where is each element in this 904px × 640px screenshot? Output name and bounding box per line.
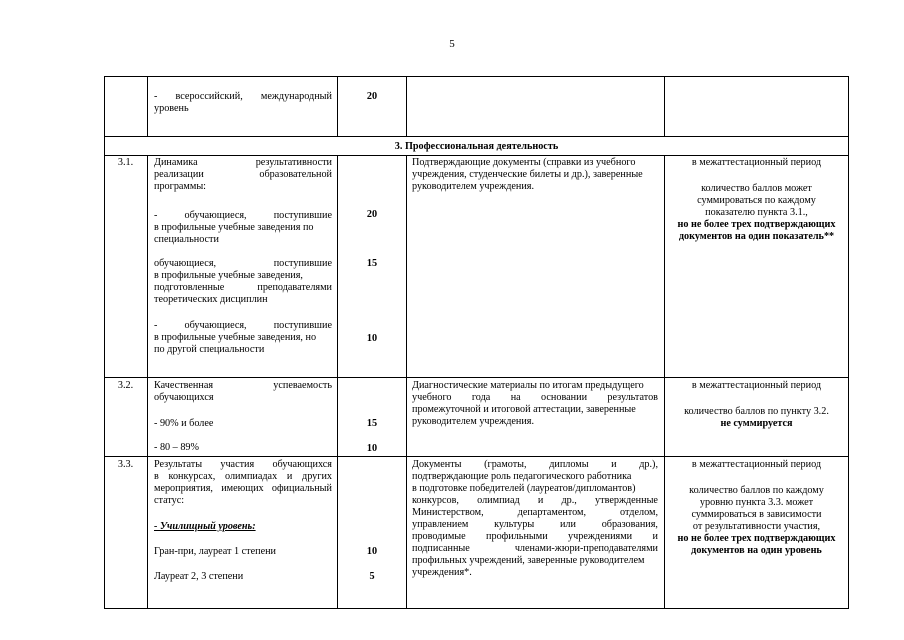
text: Результаты	[154, 459, 203, 470]
text: всероссийский,	[175, 91, 243, 102]
docs-text: подтверждающие роль педагогического работника	[412, 471, 632, 482]
note-text: количество баллов по пункту 3.2.	[684, 406, 829, 417]
cell-text: Гран-при, лауреат 1 степени	[154, 546, 276, 557]
cell-text	[154, 91, 332, 103]
text: обучающихся	[272, 459, 332, 470]
cell-text	[154, 282, 332, 294]
cell-text: уровень	[154, 103, 189, 114]
text: обучающиеся,	[184, 210, 247, 221]
text: мероприятия,	[154, 483, 213, 494]
text: конкурсах,	[168, 471, 216, 482]
cell-text	[154, 380, 332, 392]
row-number: 3.3.	[117, 459, 134, 470]
text: или	[559, 519, 576, 530]
text: Министерством,	[412, 507, 484, 518]
text: культуры	[494, 519, 535, 530]
text: образовательной	[259, 169, 332, 180]
note-text: в межаттестационный период	[691, 157, 822, 168]
row-number: 3.2.	[117, 380, 134, 391]
text: преподавателями	[257, 282, 332, 293]
docs-text: Диагностические материалы по итогам предыдущего	[412, 380, 644, 391]
cell-text	[154, 459, 332, 471]
text: в	[154, 471, 159, 482]
note-text: в межаттестационный период	[691, 380, 822, 391]
text: конкурсов,	[412, 495, 459, 506]
text: олимпиад	[477, 495, 520, 506]
note-bold: но не более трех подтверждающих	[677, 219, 836, 230]
page-number: 5	[449, 38, 455, 50]
points: 15	[366, 258, 378, 269]
docs-text	[412, 519, 658, 531]
cell-text: в профильные учебные заведения, но	[154, 332, 317, 343]
note-text: в межаттестационный период	[691, 459, 822, 470]
cell-text: программы:	[154, 181, 207, 192]
docs-text: учреждения, студенческие билеты и др.), заверенные	[412, 169, 643, 180]
text: подписанные	[412, 543, 470, 554]
text: международный	[260, 91, 332, 102]
cell-text	[154, 210, 332, 222]
points: 10	[366, 546, 378, 557]
docs-text	[412, 495, 658, 507]
note-bold: не суммируется	[720, 418, 793, 429]
note-text: суммироваться в зависимости	[691, 509, 822, 520]
docs-text: руководителем учреждения.	[412, 181, 535, 192]
note-text: показателю пункта 3.1.,	[705, 207, 808, 218]
text: официальный	[271, 483, 332, 494]
text: Качественная	[154, 380, 214, 391]
text: года	[471, 392, 491, 403]
cell-text	[154, 320, 332, 332]
text: дипломы	[549, 459, 589, 470]
cell-text	[154, 483, 332, 495]
points: 20	[366, 91, 378, 102]
cell-text: теоретических дисциплин	[154, 294, 268, 305]
text: проводимые	[412, 531, 466, 542]
text: олимпиадах	[225, 471, 278, 482]
points: 20	[366, 209, 378, 220]
points: 15	[366, 418, 378, 429]
note-text: суммироваться по каждому	[697, 195, 816, 206]
note-bold: но не более трех подтверждающих	[677, 533, 836, 544]
text: на	[510, 392, 521, 403]
note-bold: документов на один показатель**	[678, 231, 835, 242]
text: -	[154, 210, 158, 221]
docs-text	[412, 531, 658, 543]
docs-text	[412, 543, 658, 555]
text: отделом,	[620, 507, 658, 518]
text: департаментом,	[517, 507, 587, 518]
text: профильными	[486, 531, 548, 542]
text: др.),	[639, 459, 658, 470]
docs-text: промежуточной и итоговой аттестации, заверенные	[412, 404, 636, 415]
text: основании	[541, 392, 588, 403]
docs-text: руководителем учреждения.	[412, 416, 535, 427]
text: успеваемость	[273, 380, 332, 391]
cell-text	[154, 471, 332, 483]
docs-text: в подготовке победителей (лауреатов/дипломантов)	[412, 483, 636, 494]
cell-text: статус:	[154, 495, 185, 506]
text: обучающиеся,	[154, 258, 217, 269]
text: Динамика	[154, 157, 198, 168]
text: других	[302, 471, 332, 482]
section-title: 3. Профессиональная деятельность	[394, 141, 559, 152]
text: подготовленные	[154, 282, 225, 293]
text: поступившие	[273, 210, 332, 221]
text: результативности	[255, 157, 332, 168]
text: и	[286, 471, 293, 482]
cell-text	[154, 169, 332, 181]
note-text: от результативности участия,	[692, 521, 821, 532]
text: и	[611, 459, 617, 470]
cell-text: по другой специальности	[154, 344, 265, 355]
docs-text: профильных учреждений, заверенные руководителем	[412, 555, 645, 566]
note-text: количество баллов может	[701, 183, 812, 194]
cell-text	[154, 258, 332, 270]
text: образования,	[601, 519, 658, 530]
text: -	[154, 320, 158, 331]
text: утвержденные	[595, 495, 658, 506]
level-heading: - Училищный уровень:	[154, 521, 256, 532]
row-number: 3.1.	[117, 157, 134, 168]
cell-text: в профильные учебные заведения,	[154, 270, 303, 281]
text: др.,	[561, 495, 577, 506]
text: и	[537, 495, 544, 506]
text: и	[652, 531, 658, 542]
cell-text	[154, 157, 332, 169]
text: поступившие	[273, 258, 332, 269]
text: имеющих	[221, 483, 264, 494]
cell-text: в профильные учебные заведения по	[154, 222, 314, 233]
note-text: количество баллов по каждому	[689, 485, 824, 496]
text: управлением	[412, 519, 469, 530]
text: результатов	[607, 392, 658, 403]
points: 5	[369, 571, 375, 582]
text: учреждениями	[568, 531, 633, 542]
docs-text	[412, 392, 658, 404]
cell-text: обучающихся	[154, 392, 214, 403]
text: обучающиеся,	[184, 320, 247, 331]
text: учебного	[412, 392, 452, 403]
text: (грамоты,	[484, 459, 527, 470]
text: поступившие	[273, 320, 332, 331]
docs-text	[412, 459, 658, 471]
docs-text	[412, 507, 658, 519]
text: участия	[220, 459, 255, 470]
text: -	[154, 91, 158, 102]
text: Документы	[412, 459, 462, 470]
cell-text: - 90% и более	[154, 418, 214, 429]
docs-text: Подтверждающие документы (справки из учебного	[412, 157, 636, 168]
cell-text: Лауреат 2, 3 степени	[154, 571, 244, 582]
text: членами-жюри-преподавателями	[514, 543, 658, 554]
note-bold: документов на один уровень	[691, 545, 822, 556]
points: 10	[366, 333, 378, 344]
note-text: уровню пункта 3.3. может	[699, 497, 814, 508]
text: реализации	[154, 169, 204, 180]
cell-text: - 80 – 89%	[154, 442, 199, 453]
docs-text: учреждения*.	[412, 567, 472, 578]
points: 10	[366, 443, 378, 454]
cell-text: специальности	[154, 234, 219, 245]
